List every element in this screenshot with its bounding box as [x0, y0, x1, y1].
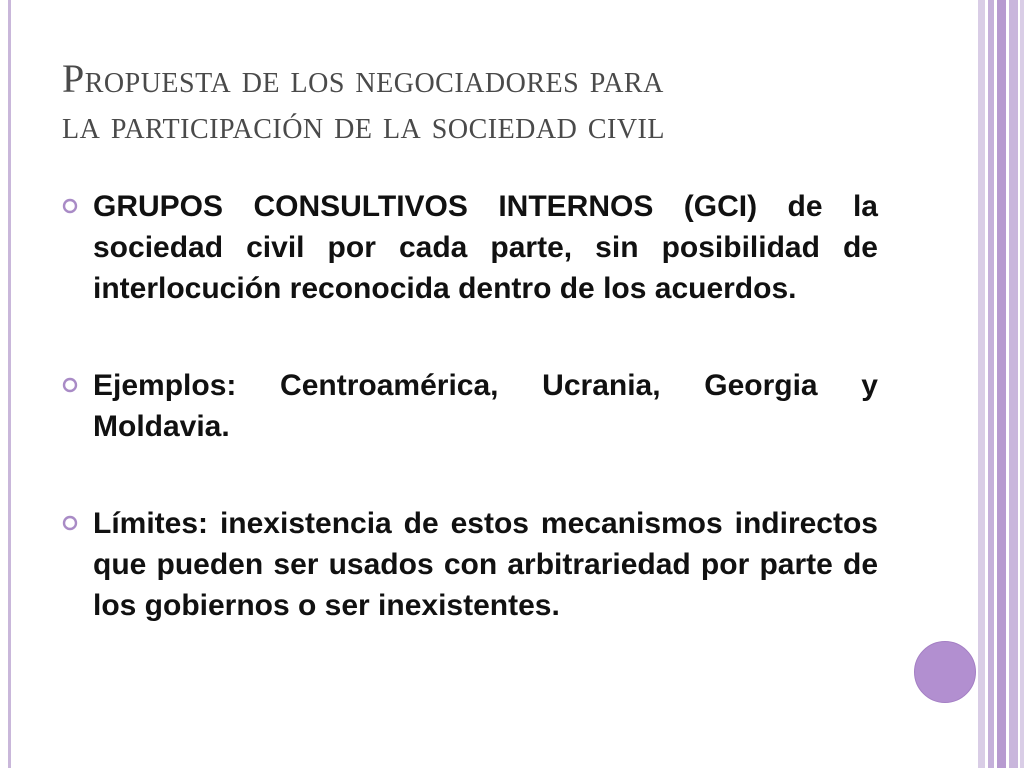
ring-icon [62, 198, 78, 214]
right-stripe-3 [997, 0, 1006, 768]
slide-title-line-1: Propuesta de los negociadores para [62, 56, 664, 101]
bullet-item-gci [62, 186, 878, 309]
slide-title [62, 56, 942, 148]
ring-icon [62, 515, 78, 531]
bullet-text-ejemplos: Ejemplos: Centroamérica, Ucrania, Georgia y Moldavia. [93, 369, 878, 443]
decorative-circle [914, 641, 976, 703]
bullet-text-gci: GRUPOS CONSULTIVOS INTERNOS (GCI) de la sociedad civil por cada parte, sin posibilidad de interlocución reconocida dentro de los acuerdos. [93, 190, 878, 305]
bullet-list [62, 186, 878, 626]
ring-icon [62, 377, 78, 393]
slide-title-line-2: la participación de la sociedad civil [62, 102, 665, 147]
right-stripe-1 [978, 0, 985, 768]
right-stripe-4 [1009, 0, 1018, 768]
right-stripe-2 [988, 0, 994, 768]
bullet-item-limites [62, 503, 878, 626]
bullet-text-limites: Límites: inexistencia de estos mecanismos indirectos que pueden ser usados con arbitrariedad por parte de los gobiernos o ser inexistentes. [93, 507, 878, 622]
bullet-item-ejemplos [62, 365, 878, 447]
left-decorative-stripe [8, 0, 11, 768]
right-stripe-5 [1020, 0, 1024, 768]
